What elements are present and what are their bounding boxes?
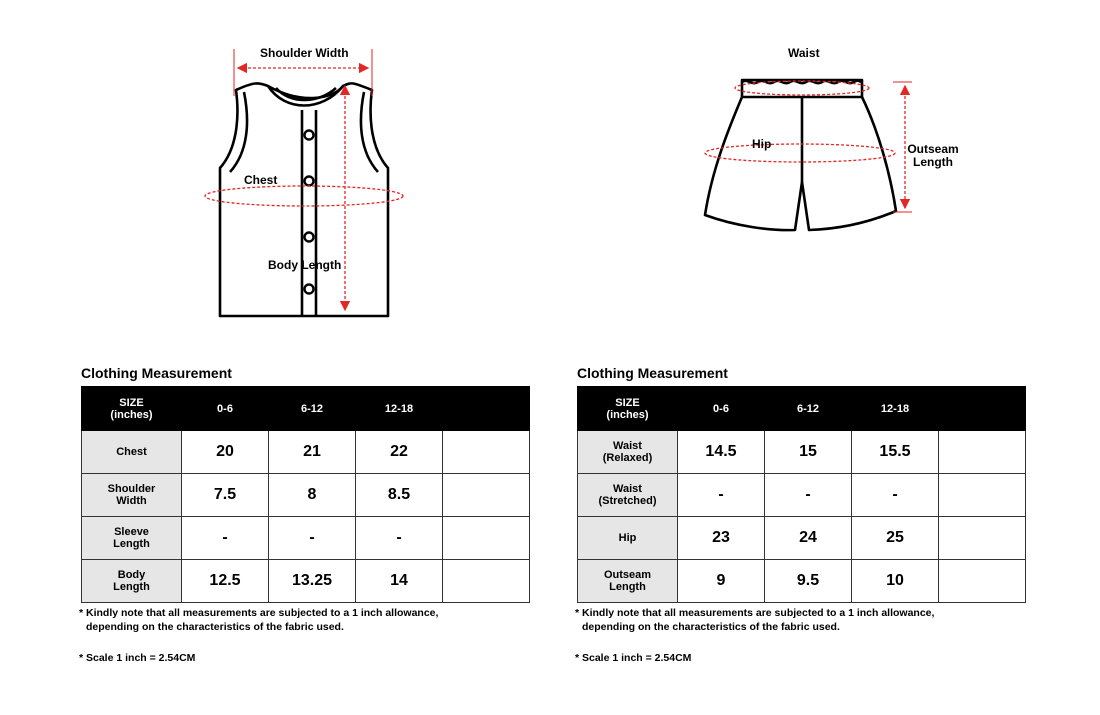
table-row	[578, 560, 1026, 603]
table-cell: 15	[765, 431, 852, 474]
table-cell: 8.5	[356, 474, 443, 517]
column-header-text: 6-12	[796, 402, 820, 415]
table-cell	[939, 517, 1026, 560]
row-label-text: (Relaxed)	[602, 452, 653, 464]
table-cell: -	[269, 517, 356, 560]
table-row	[82, 474, 530, 517]
table-cell: -	[852, 474, 939, 517]
row-label	[578, 474, 678, 517]
table-cell: 8	[269, 474, 356, 517]
column-header-text: 6-12	[300, 402, 324, 415]
row-label-text: Length	[609, 581, 646, 593]
table-cell: 9.5	[765, 560, 852, 603]
column-header	[939, 387, 1026, 431]
table-cell	[939, 560, 1026, 603]
table-cell: 25	[852, 517, 939, 560]
top-measurement-table	[81, 386, 530, 603]
table-header-row	[578, 387, 1026, 431]
column-header	[182, 387, 269, 431]
column-header	[765, 387, 852, 431]
table-cell: 15.5	[852, 431, 939, 474]
top-allowance-note	[79, 606, 438, 634]
table-cell: 22	[356, 431, 443, 474]
bottom-measurement-table	[577, 386, 1026, 603]
top-note-line-2: depending on the characteristics of the fabric used.	[86, 621, 344, 633]
row-label	[82, 431, 182, 474]
column-header-text: 12-18	[880, 402, 910, 415]
table-cell: 13.25	[269, 560, 356, 603]
table-cell	[443, 474, 530, 517]
table-cell	[939, 474, 1026, 517]
column-header	[852, 387, 939, 431]
bottom-note-line-2: depending on the characteristics of the fabric used.	[582, 621, 840, 633]
row-label-text: Sleeve	[114, 526, 149, 538]
column-header	[678, 387, 765, 431]
row-label	[578, 517, 678, 560]
row-label-text: Shoulder	[107, 483, 156, 495]
table-cell: 7.5	[182, 474, 269, 517]
row-label-text: Waist	[613, 483, 642, 495]
label-waist: Waist	[788, 46, 820, 60]
label-chest: Chest	[244, 173, 278, 187]
column-header-text: 0-6	[217, 402, 233, 415]
column-header-text: (inches)	[606, 408, 649, 421]
column-header-text: 12-18	[384, 402, 414, 415]
table-cell	[443, 431, 530, 474]
row-label-text: Length	[113, 538, 150, 550]
column-header	[82, 387, 182, 431]
table-cell: 20	[182, 431, 269, 474]
label-body-length: Body Length	[268, 258, 342, 272]
column-header-text: 0-6	[713, 402, 729, 415]
row-label-text: Width	[116, 495, 147, 507]
table-cell: 21	[269, 431, 356, 474]
column-header	[356, 387, 443, 431]
top-note-line-1: * Kindly note that all measurements are subjected to a 1 inch allowance,	[79, 607, 439, 619]
shorts-drawing	[705, 80, 896, 230]
row-label	[578, 431, 678, 474]
table-cell: 9	[678, 560, 765, 603]
table-row	[578, 474, 1026, 517]
table-row	[578, 517, 1026, 560]
garment-diagrams	[0, 0, 1100, 340]
column-header-text: SIZE	[119, 396, 144, 409]
table-cell: 23	[678, 517, 765, 560]
table-header-row	[82, 387, 530, 431]
row-label-text: Hip	[618, 532, 637, 544]
bottom-table-title: Clothing Measurement	[577, 365, 728, 381]
row-label-text: (Stretched)	[598, 495, 657, 507]
table-cell: 14.5	[678, 431, 765, 474]
row-label-text: Chest	[116, 446, 147, 458]
row-label-text: Length	[113, 581, 150, 593]
table-cell	[443, 517, 530, 560]
row-label-text: Body	[117, 569, 146, 581]
row-label	[82, 474, 182, 517]
table-row	[82, 431, 530, 474]
table-cell: 12.5	[182, 560, 269, 603]
column-header	[269, 387, 356, 431]
table-cell: 14	[356, 560, 443, 603]
bottom-scale-note: * Scale 1 inch = 2.54CM	[575, 652, 692, 664]
bottom-note-line-1: * Kindly note that all measurements are subjected to a 1 inch allowance,	[575, 607, 935, 619]
table-cell: -	[765, 474, 852, 517]
table-cell: 10	[852, 560, 939, 603]
table-cell: -	[182, 517, 269, 560]
top-table-title: Clothing Measurement	[81, 365, 232, 381]
table-cell: 24	[765, 517, 852, 560]
label-hip: Hip	[752, 137, 772, 151]
label-outseam-length	[907, 143, 959, 169]
column-header	[443, 387, 530, 431]
row-label	[82, 560, 182, 603]
label-shoulder-width: Shoulder Width	[260, 46, 349, 60]
row-label-text: Waist	[613, 440, 642, 452]
table-row	[82, 517, 530, 560]
row-label-text: Outseam	[603, 569, 652, 581]
table-cell: -	[678, 474, 765, 517]
table-cell	[443, 560, 530, 603]
bottom-allowance-note	[575, 606, 934, 634]
column-header	[578, 387, 678, 431]
label-outseam-line-2: Length	[913, 155, 953, 169]
column-header-text: SIZE	[615, 396, 640, 409]
table-cell	[939, 431, 1026, 474]
top-scale-note: * Scale 1 inch = 2.54CM	[79, 652, 196, 664]
row-label	[578, 560, 678, 603]
column-header-text: (inches)	[110, 408, 153, 421]
table-cell: -	[356, 517, 443, 560]
table-row	[578, 431, 1026, 474]
label-outseam-line-1: Outseam	[907, 142, 959, 156]
table-row	[82, 560, 530, 603]
vest-drawing	[220, 83, 388, 316]
row-label	[82, 517, 182, 560]
